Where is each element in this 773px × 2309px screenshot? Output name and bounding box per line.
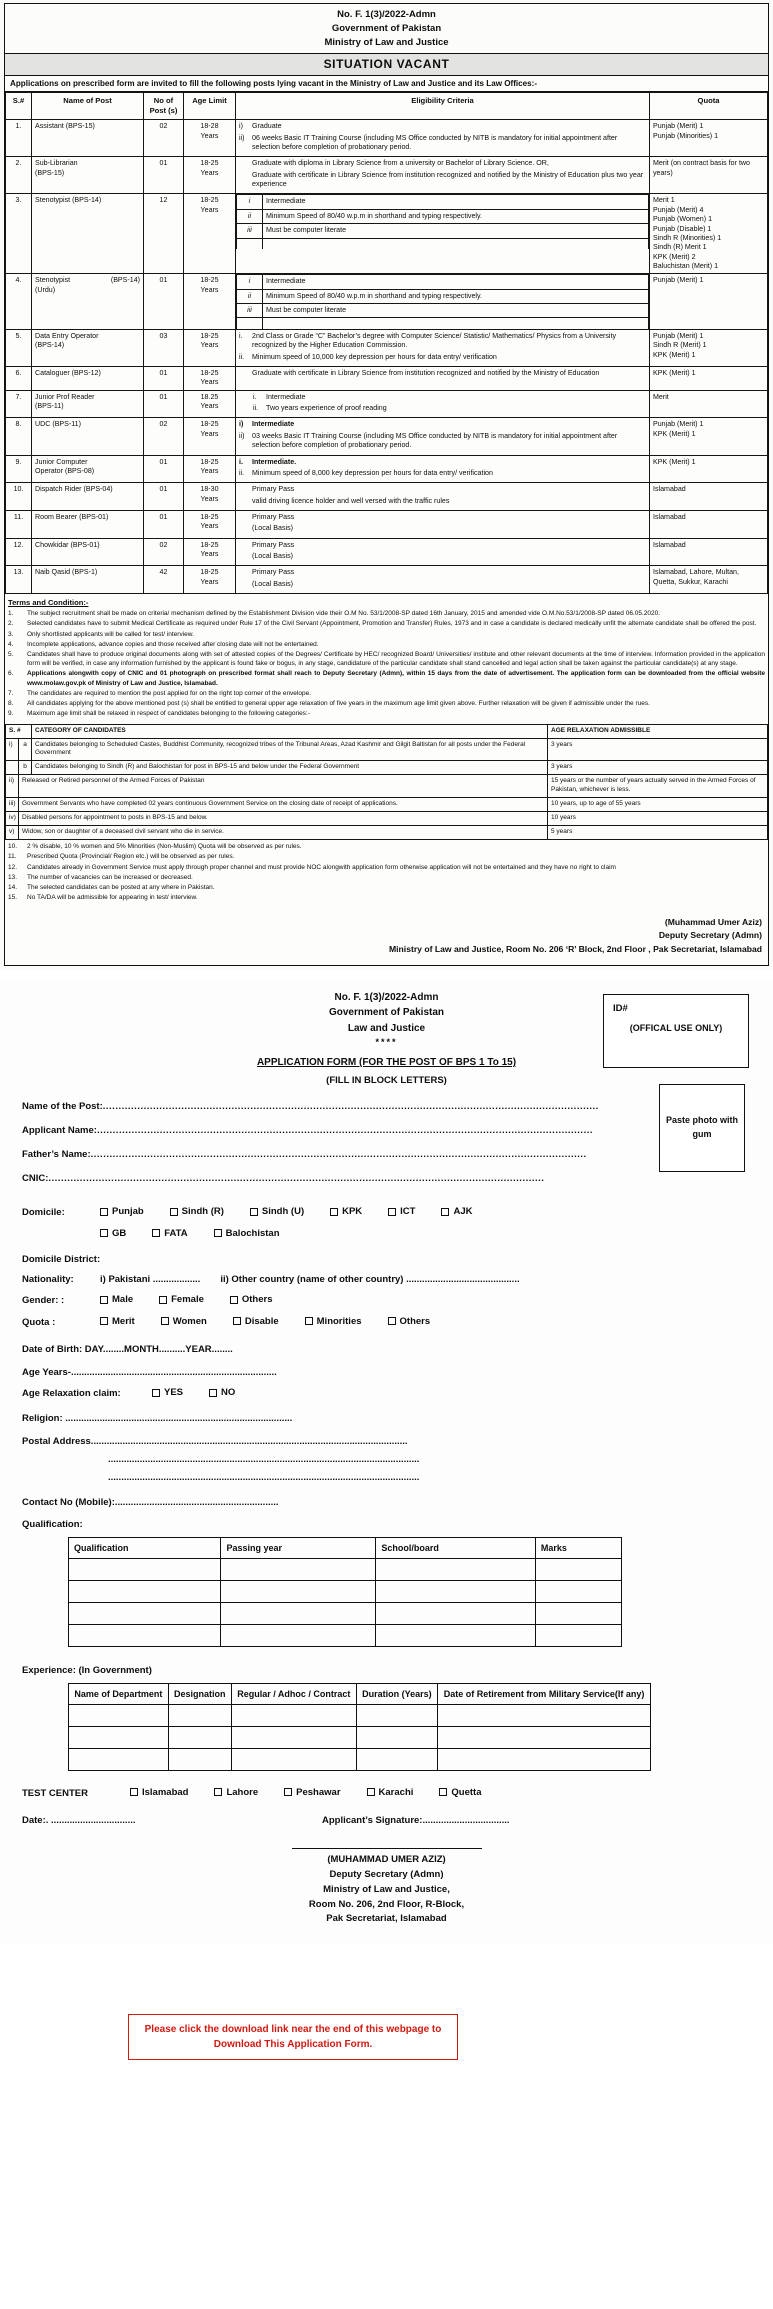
table-row <box>6 566 768 594</box>
post-count: 01 <box>144 157 184 194</box>
post-sn: 12. <box>6 538 32 566</box>
post-name: Chowkidar (BPS-01) <box>32 538 144 566</box>
post-age-limit: 18-25 Years <box>184 194 236 274</box>
domicile-district-label: Domicile District: <box>22 1254 101 1266</box>
checkbox-icon[interactable] <box>250 1208 258 1216</box>
age-relaxation-option-yes[interactable] <box>152 1387 183 1398</box>
col-post: Name of Post <box>32 93 144 120</box>
form-title: APPLICATION FORM (FOR THE POST OF BPS 1 To 15) <box>256 1057 517 1069</box>
nationality-row <box>22 1274 751 1285</box>
option-label: Women <box>172 1315 207 1327</box>
post-name: Sub-Librarian (BPS-15) <box>32 157 144 194</box>
test-center-option-lahore[interactable] <box>214 1787 258 1798</box>
checkbox-icon[interactable] <box>209 1389 217 1397</box>
nationality-option-pakistani[interactable]: i) Pakistani .................. <box>100 1274 201 1286</box>
age-relaxation-option-no[interactable] <box>209 1387 235 1398</box>
post-name: Assistant (BPS-15) <box>32 120 144 157</box>
quota-option-merit[interactable] <box>100 1316 135 1327</box>
quota-label: Quota : <box>22 1316 56 1328</box>
checkbox-icon[interactable] <box>284 1788 292 1796</box>
post-name: Junior Prof Reader (BPS-11) <box>32 390 144 418</box>
table-row <box>6 390 768 418</box>
ad-ministry: Ministry of Law and Justice <box>324 36 449 48</box>
quota-option-disable[interactable] <box>233 1316 279 1327</box>
quota-row <box>22 1316 751 1329</box>
advertisement-header <box>5 4 768 54</box>
applicant-signature-field[interactable]: Applicant’s Signature:................................. <box>322 1815 510 1827</box>
experience-col-header: Date of Retirement from Military Service(If any) <box>437 1683 650 1704</box>
date-of-birth-field[interactable]: Date of Birth: DAY........MONTH..........YEAR........ <box>22 1344 233 1356</box>
form-footer <box>22 1848 751 1927</box>
domicile-option-kpk[interactable] <box>330 1206 362 1217</box>
posts-table <box>5 92 768 594</box>
post-count: 42 <box>144 566 184 594</box>
option-label: Disable <box>244 1315 279 1327</box>
post-quota: Punjab (Merit) 1 Punjab (Minorities) 1 <box>650 120 768 157</box>
option-label: Quetta <box>451 1786 482 1798</box>
post-name: Data Entry Operator (BPS-14) <box>32 329 144 366</box>
domicile-option-balochistan[interactable] <box>214 1228 280 1239</box>
post-count: 02 <box>144 120 184 157</box>
post-sn: 4. <box>6 274 32 330</box>
checkbox-icon[interactable] <box>100 1296 108 1304</box>
form-govt: Government of Pakistan <box>328 1007 445 1019</box>
post-eligibility: Graduate with diploma in Library Science from a university or Bachelor of Library Science. OR, Graduate with certificate in Library Science from institution recognized and notified by the Ministry of Education plus two year experience <box>236 157 650 194</box>
option-label: KPK <box>342 1206 363 1218</box>
table-row <box>6 455 768 483</box>
checkbox-icon[interactable] <box>100 1208 108 1216</box>
post-age-limit: 18-25 Years <box>184 418 236 455</box>
footer-name: (MUHAMMAD UMER AZIZ) <box>327 1854 446 1866</box>
option-label: Sindh (U) <box>261 1206 305 1218</box>
name-of-post-dots: .............................................................................................................................................................. <box>102 1101 599 1113</box>
experience-label: Experience: (In Government) <box>22 1664 152 1676</box>
checkbox-icon[interactable] <box>233 1317 241 1325</box>
field-cnic[interactable] <box>22 1173 751 1184</box>
postal-address-dots-3: ...................................................................................................................... <box>108 1471 420 1483</box>
post-age-limit: 18-25 Years <box>184 367 236 391</box>
post-eligibility: i) Intermediate ii) 03 weeks Basic IT Training Course (including MS Office conducted by NITB is mandatory for initial appointment after selection before completion of probationary period. <box>236 418 650 455</box>
checkbox-icon[interactable] <box>170 1208 178 1216</box>
col-no-posts: No of Post (s) <box>144 93 184 120</box>
post-age-limit: 18-25 Years <box>184 157 236 194</box>
experience-row[interactable] <box>69 1704 651 1726</box>
term-item: 14. The selected candidates can be posted at any where in Pakistan. <box>8 884 215 892</box>
post-quota: KPK (Merit) 1 <box>650 455 768 483</box>
checkbox-icon[interactable] <box>152 1229 160 1237</box>
col-age: Age Limit <box>184 93 236 120</box>
age-years-field[interactable]: Age Years-.............................................................................. <box>22 1367 277 1379</box>
checkbox-icon[interactable] <box>388 1317 396 1325</box>
relax-col-sn: S. # <box>6 724 32 738</box>
checkbox-icon[interactable] <box>214 1788 222 1796</box>
domicile-option-fata[interactable] <box>152 1228 187 1239</box>
col-sn: S.# <box>6 93 32 120</box>
post-quota: Punjab (Merit) 1 KPK (Merit) 1 <box>650 418 768 455</box>
post-count: 12 <box>144 194 184 274</box>
post-sn: 3. <box>6 194 32 274</box>
nationality-label: Nationality: <box>22 1274 74 1286</box>
post-name: Room Bearer (BPS-01) <box>32 510 144 538</box>
father-name-dots: .............................................................................................................................................................. <box>90 1149 587 1161</box>
option-label: Others <box>241 1294 273 1306</box>
qualification-row[interactable] <box>69 1558 622 1580</box>
qualification-col-header: Qualification <box>69 1537 221 1558</box>
post-sn: 2. <box>6 157 32 194</box>
date-field[interactable]: Date:. ................................ <box>22 1815 136 1827</box>
qualification-row[interactable] <box>69 1580 622 1602</box>
domicile-row-1 <box>22 1206 751 1219</box>
experience-col-header: Regular / Adhoc / Contract <box>231 1683 356 1704</box>
term-item: 4. Incomplete applications, advance copies and those received after closing date will not be entertained. <box>8 640 319 648</box>
post-sn: 1. <box>6 120 32 157</box>
post-eligibility: i Intermediate ii Minimum Speed of 80/40 w.p.m in shorthand and typing respectively. iii Must be computer literate <box>236 274 650 330</box>
postal-address-field[interactable]: Postal Address........................................................................................................................ <box>22 1435 408 1447</box>
post-age-limit: 18-25 Years <box>184 510 236 538</box>
cnic-dots: .............................................................................................................................................................. <box>48 1173 545 1185</box>
term-item: 7. The candidates are required to mention the post applied for on the right top corner of the envelope. <box>8 689 312 697</box>
post-count: 01 <box>144 510 184 538</box>
domicile-label: Domicile: <box>22 1207 65 1219</box>
post-age-limit: 18-30 Years <box>184 483 236 511</box>
term-item: 6. Applications alongwith copy of CNIC and 01 photograph on prescribed format shall reach to Deputy Secretary (Admn), within 15 days from the date of advertisement. The application form can be downloaded from the official website www.molaw.gov.pk of Ministry of Law and Justice, Islamabad. <box>8 670 765 687</box>
domicile-option-ict[interactable] <box>388 1206 415 1217</box>
domicile-row-2 <box>22 1228 751 1241</box>
table-row <box>6 274 768 330</box>
option-label: Karachi <box>378 1786 414 1798</box>
checkbox-icon[interactable] <box>388 1208 396 1216</box>
term-item: 1. The subject recruitment shall be made on criteria/ mechanism defined by the Establishment Division vide their O.M No. 53/1/2008-SP dated 16th January, 2015 and amended vide O.M.No.53/1/2008-SP dated 06.05.2020. <box>8 610 661 618</box>
signatory-name: (Muhammad Umer Aziz) <box>664 916 762 927</box>
qualification-col-header: School/board <box>376 1537 535 1558</box>
checkbox-icon[interactable] <box>161 1317 169 1325</box>
table-row <box>6 157 768 194</box>
checkbox-icon[interactable] <box>130 1788 138 1796</box>
experience-col-header: Duration (Years) <box>356 1683 437 1704</box>
quota-option-minorities[interactable] <box>305 1316 362 1327</box>
post-eligibility: Primary Pass valid driving licence holder and well versed with the traffic rules <box>236 483 650 511</box>
term-item: 3. Only shortlisted applicants will be called for test/ interview. <box>8 630 194 638</box>
checkbox-icon[interactable] <box>100 1317 108 1325</box>
col-eligibility: Eligibility Criteria <box>236 93 650 120</box>
field-name-of-post[interactable] <box>22 1101 751 1112</box>
post-sn: 6. <box>6 367 32 391</box>
id-label: ID# <box>613 1002 628 1014</box>
table-row <box>6 329 768 366</box>
term-item: 12. Candidates already in Government Service must apply through proper channel and must provide NOC alongwith application form otherwise application will not be entertained and they have no right to claim <box>8 863 616 871</box>
posts-table-header-row <box>6 93 768 120</box>
form-ministry: Law and Justice <box>347 1022 426 1034</box>
post-count: 01 <box>144 455 184 483</box>
relax-col-category: CATEGORY OF CANDIDATES <box>32 724 548 738</box>
option-label: Punjab <box>112 1206 144 1218</box>
age-relaxation-label: Age Relaxation claim: <box>22 1388 121 1400</box>
post-eligibility: Primary Pass (Local Basis) <box>236 538 650 566</box>
post-name: Stenotypist (BPS-14) <box>32 194 144 274</box>
test-center-option-karachi[interactable] <box>367 1787 414 1798</box>
gender-option-female[interactable] <box>159 1294 204 1305</box>
qualification-col-header: Passing year <box>221 1537 376 1558</box>
terms-list-continued <box>5 842 768 905</box>
post-eligibility: i. Intermediate. ii. Minimum speed of 8,000 key depression per hours for data entry/ verification <box>236 455 650 483</box>
post-count: 02 <box>144 418 184 455</box>
post-eligibility: i) Graduate ii) 06 weeks Basic IT Training Course (including MS Office conducted by NITB is mandatory for initial appointment after selection before completion of probationary period. <box>236 120 650 157</box>
post-quota: Punjab (Merit) 1 Sindh R (Merit) 1 KPK (Merit) 1 <box>650 329 768 366</box>
post-count: 03 <box>144 329 184 366</box>
advertisement-section <box>0 0 773 970</box>
post-count: 01 <box>144 483 184 511</box>
domicile-option-sindh-u-[interactable] <box>250 1206 304 1217</box>
post-sn: 7. <box>6 390 32 418</box>
post-name: Stenotypist (BPS-14) (Urdu) <box>32 274 144 330</box>
post-sn: 9. <box>6 455 32 483</box>
post-eligibility: Graduate with certificate in Library Science from institution recognized and notified by the Ministry of Education <box>236 367 650 391</box>
domicile-option-ajk[interactable] <box>441 1206 472 1217</box>
post-quota: Islamabad, Lahore, Multan, Quetta, Sukkur, Karachi <box>650 566 768 594</box>
post-age-limit: 18-25 Years <box>184 274 236 330</box>
experience-table <box>68 1683 651 1771</box>
signatory-address: Ministry of Law and Justice, Room No. 206 ‘R’ Block, 2nd Floor , Pak Secretariat, Islamabad <box>389 944 762 955</box>
post-quota: Merit <box>650 390 768 418</box>
experience-row[interactable] <box>69 1726 651 1748</box>
term-item: 2. Selected candidates have to submit Medical Certificate as required under Rule 17 of the Civil Servant (Appointment, Promotion and Transfer) Rules, 1973 and in case a candidate is declared medically unfit the alternate candidate shall be offered the post. <box>8 620 757 628</box>
post-quota: Punjab (Merit) 1 <box>650 274 768 330</box>
official-use-note: (OFFICAL USE ONLY) <box>629 1022 723 1033</box>
option-label: Lahore <box>226 1786 259 1798</box>
option-label: Balochistan <box>225 1227 280 1239</box>
option-label: Islamabad <box>142 1786 189 1798</box>
table-row: iii) Government Servants who have completed 02 years continuous Government Service on the closing date of receipt of applications. 10 years, up to age of 55 years <box>6 798 768 812</box>
post-count: 01 <box>144 390 184 418</box>
ad-govt: Government of Pakistan <box>331 22 442 34</box>
term-item: 5. Candidates shall have to produce original documents along with set of attested copies of the Degrees/ Certificate by HEC/ recognized Board/ Universities/ institute and other relevant documents at the time of interview. Information provided in the application form will be verified, in case any information furnished by the applicant is found fake or bogus, in any stage, candidature of the particular candidate shall stand cancelled and legal action shall be taken against the particular candidate(s) at any stage. <box>8 651 765 668</box>
footer-designation: Deputy Secretary (Admn) <box>329 1869 444 1881</box>
checkbox-icon[interactable] <box>367 1788 375 1796</box>
option-label: Minorities <box>316 1315 362 1327</box>
col-quota: Quota <box>650 93 768 120</box>
option-label: Merit <box>112 1315 135 1327</box>
term-item: 10. 2 % disable, 10 % women and 5% Minorities (Non-Muslim) Quota will be observed as per rules. <box>8 843 302 851</box>
form-block-letters-note: (FILL IN BLOCK LETTERS) <box>326 1074 447 1086</box>
gender-option-others[interactable] <box>230 1294 273 1305</box>
term-item: 11. Prescribed Quota (Provincial/ Region etc.) will be observed as per rules. <box>8 853 235 861</box>
form-stars: **** <box>375 1037 398 1048</box>
terms-heading: Terms and Condition:- <box>8 598 89 608</box>
post-eligibility: Primary Pass (Local Basis) <box>236 510 650 538</box>
experience-header-row <box>69 1683 651 1704</box>
table-row: ii) Released or Retired personnel of the Armed Forces of Pakistan 15 years or the number of years actually served in the Armed Forces of Pakistan, whichever is less. <box>6 775 768 798</box>
photo-box <box>659 1084 745 1172</box>
checkbox-icon[interactable] <box>152 1389 160 1397</box>
religion-field[interactable]: Religion: ...................................................................................... <box>22 1412 293 1424</box>
test-center-label: TEST CENTER <box>22 1787 88 1799</box>
post-age-limit: 18-25 Years <box>184 566 236 594</box>
table-row <box>6 510 768 538</box>
domicile-option-gb[interactable] <box>100 1228 126 1239</box>
relax-col-admissible: AGE RELAXATION ADMISSIBLE <box>548 724 768 738</box>
option-label: GB <box>112 1227 127 1239</box>
post-sn: 13. <box>6 566 32 594</box>
photo-box-label: Paste photo with gum <box>666 1115 738 1139</box>
post-age-limit: 18-28 Years <box>184 120 236 157</box>
nationality-option-other[interactable]: ii) Other country (name of other country) ........................................... <box>220 1274 520 1286</box>
table-row <box>6 367 768 391</box>
applicant-name-label: Applicant Name: <box>22 1125 97 1137</box>
post-quota: Islamabad <box>650 510 768 538</box>
term-item: 9. Maximum age limit shall be relaxed in respect of candidates belonging to the following categories:- <box>8 710 310 718</box>
test-center-option-quetta[interactable] <box>439 1787 481 1798</box>
option-label: NO <box>221 1387 236 1399</box>
id-box <box>603 994 749 1068</box>
advertisement-signature <box>5 906 768 965</box>
option-label: AJK <box>453 1206 473 1218</box>
age-relaxation-table <box>5 724 768 841</box>
ad-ref-no: No. F. 1(3)/2022-Admn <box>337 9 436 20</box>
domicile-option-punjab[interactable] <box>100 1206 144 1217</box>
post-eligibility: i Intermediate ii Minimum Speed of 80/40 w.p.m in shorthand and typing respectively. iii Must be computer literate <box>236 194 650 274</box>
cnic-label: CNIC: <box>22 1173 49 1185</box>
situation-vacant-banner: SITUATION VACANT <box>5 54 768 76</box>
download-notice: Please click the download link near the end of this webpage to Download This Application Form. <box>128 2014 458 2060</box>
post-quota: Merit 1 Punjab (Merit) 4 Punjab (Women) 1 Punjab (Disable) 1 Sindh R (Minorities) 1 Sindh (R) Merit 1 KPK (Merit) 2 Baluchistan (Merit) 1 <box>650 194 768 274</box>
term-item: 8. All candidates applying for the above mentioned post (s) shall be entitled to general upper age relaxation of five years in the maximum age limit given above. Further relaxation will be given if admissible under the rues. <box>8 700 650 708</box>
table-row <box>6 194 768 274</box>
footer-line-1: Ministry of Law and Justice, <box>323 1883 450 1895</box>
option-label: Others <box>399 1315 431 1327</box>
name-of-post-label: Name of the Post: <box>22 1101 103 1113</box>
table-row <box>6 538 768 566</box>
post-quota: Merit (on contract basis for two years) <box>650 157 768 194</box>
post-sn: 11. <box>6 510 32 538</box>
qualification-table <box>68 1537 622 1647</box>
quota-option-women[interactable] <box>161 1316 207 1327</box>
table-row <box>6 120 768 157</box>
post-name: Cataloguer (BPS-12) <box>32 367 144 391</box>
terms-list <box>5 609 768 721</box>
gender-row <box>22 1294 751 1307</box>
quota-option-others[interactable] <box>388 1316 431 1327</box>
form-ref-no: No. F. 1(3)/2022-Admn <box>334 991 439 1003</box>
table-row: iv) Disabled persons for appointment to posts in BPS-15 and below. 10 years <box>6 812 768 826</box>
post-name: Naib Qasid (BPS-1) <box>32 566 144 594</box>
age-relaxation-row <box>22 1387 751 1400</box>
post-quota: Islamabad <box>650 538 768 566</box>
post-age-limit: 18-25 Years <box>184 538 236 566</box>
table-row: b Candidates belonging to Sindh (R) and Balochistan for post in BPS-15 and below under the Federal Government 3 years <box>6 761 768 775</box>
table-row <box>6 418 768 455</box>
option-label: Peshawar <box>296 1786 341 1798</box>
test-center-option-peshawar[interactable] <box>284 1787 340 1798</box>
experience-col-header: Name of Department <box>69 1683 169 1704</box>
footer-line-2: Room No. 206, 2nd Floor, R-Block, <box>308 1898 465 1910</box>
test-center-option-islamabad[interactable] <box>130 1787 188 1798</box>
signature-line <box>292 1848 482 1849</box>
gender-option-male[interactable] <box>100 1294 133 1305</box>
post-name: UDC (BPS-11) <box>32 418 144 455</box>
checkbox-icon[interactable] <box>230 1296 238 1304</box>
checkbox-icon[interactable] <box>441 1208 449 1216</box>
checkbox-icon[interactable] <box>305 1317 313 1325</box>
gender-label: Gender: : <box>22 1295 65 1307</box>
qualification-row[interactable] <box>69 1624 622 1646</box>
post-eligibility: i. 2nd Class or Grade “C” Bachelor’s degree with Computer Science/ Statistic/ Mathematics/ Physics from a University recognized by the Higher Education Commission. ii. Minimum speed of 10,000 key depression per hours for data entry/ verification <box>236 329 650 366</box>
post-count: 01 <box>144 274 184 330</box>
postal-address-dots-2: ...................................................................................................................... <box>108 1453 420 1465</box>
option-label: Sindh (R) <box>181 1206 224 1218</box>
experience-col-header: Designation <box>168 1683 231 1704</box>
post-age-limit: 18-25 Years <box>184 329 236 366</box>
checkbox-icon[interactable] <box>100 1229 108 1237</box>
post-count: 01 <box>144 367 184 391</box>
post-quota: Islamabad <box>650 483 768 511</box>
option-label: FATA <box>164 1227 188 1239</box>
checkbox-icon[interactable] <box>214 1229 222 1237</box>
option-label: YES <box>164 1387 184 1399</box>
application-form-section <box>0 980 773 2050</box>
post-sn: 5. <box>6 329 32 366</box>
table-row: v) Widow, son or daughter of a deceased civil servant who die in service. 5 years <box>6 826 768 840</box>
post-name: Dispatch Rider (BPS-04) <box>32 483 144 511</box>
test-center-row <box>22 1787 751 1800</box>
qualification-row[interactable] <box>69 1602 622 1624</box>
post-eligibility: Primary Pass (Local Basis) <box>236 566 650 594</box>
post-sn: 10. <box>6 483 32 511</box>
checkbox-icon[interactable] <box>439 1788 447 1796</box>
term-item: 15. No TA/DA will be admissible for appearing in test/ interview. <box>8 894 198 902</box>
post-age-limit: 18-25 Years <box>184 455 236 483</box>
father-name-label: Father’s Name: <box>22 1149 91 1161</box>
term-item: 13. The number of vacancies can be increased or decreased. <box>8 873 193 881</box>
contact-field[interactable]: Contact No (Mobile):.............................................................. <box>22 1496 279 1508</box>
experience-row[interactable] <box>69 1748 651 1770</box>
option-label: Female <box>171 1294 204 1306</box>
relax-header-row <box>6 724 768 738</box>
footer-line-3: Pak Secretariat, Islamabad <box>326 1913 447 1925</box>
signatory-designation: Deputy Secretary (Admn) <box>658 930 762 941</box>
post-age-limit: 18.25 Years <box>184 390 236 418</box>
section-divider <box>0 970 773 980</box>
field-father-name[interactable] <box>22 1149 751 1160</box>
field-applicant-name[interactable] <box>22 1125 751 1136</box>
post-name: Junior Computer Operator (BPS-08) <box>32 455 144 483</box>
domicile-option-sindh-r-[interactable] <box>170 1206 224 1217</box>
option-label: Male <box>112 1294 134 1306</box>
checkbox-icon[interactable] <box>159 1296 167 1304</box>
post-count: 02 <box>144 538 184 566</box>
checkbox-icon[interactable] <box>330 1208 338 1216</box>
post-eligibility: i. Intermediate ii. Two years experience of proof reading <box>236 390 650 418</box>
post-quota: KPK (Merit) 1 <box>650 367 768 391</box>
qualification-col-header: Marks <box>535 1537 621 1558</box>
applicant-name-dots: .............................................................................................................................................................. <box>96 1125 593 1137</box>
qualification-label: Qualification: <box>22 1518 83 1530</box>
date-signature-row <box>22 1815 751 1826</box>
advertisement-intro: Applications on prescribed form are invited to fill the following posts lying vacant in the Ministry of Law and Justice and its Law Offices:- <box>5 76 768 92</box>
table-row: i) a Candidates belonging to Scheduled Castes, Buddhist Community, recognized tribes of the Tribunal Areas, Azad Kashmir and Gilgit Baltistan for all posts under the Federal Government 3 years <box>6 738 768 761</box>
post-sn: 8. <box>6 418 32 455</box>
qualification-header-row <box>69 1537 622 1558</box>
option-label: ICT <box>400 1206 416 1218</box>
table-row <box>6 483 768 511</box>
